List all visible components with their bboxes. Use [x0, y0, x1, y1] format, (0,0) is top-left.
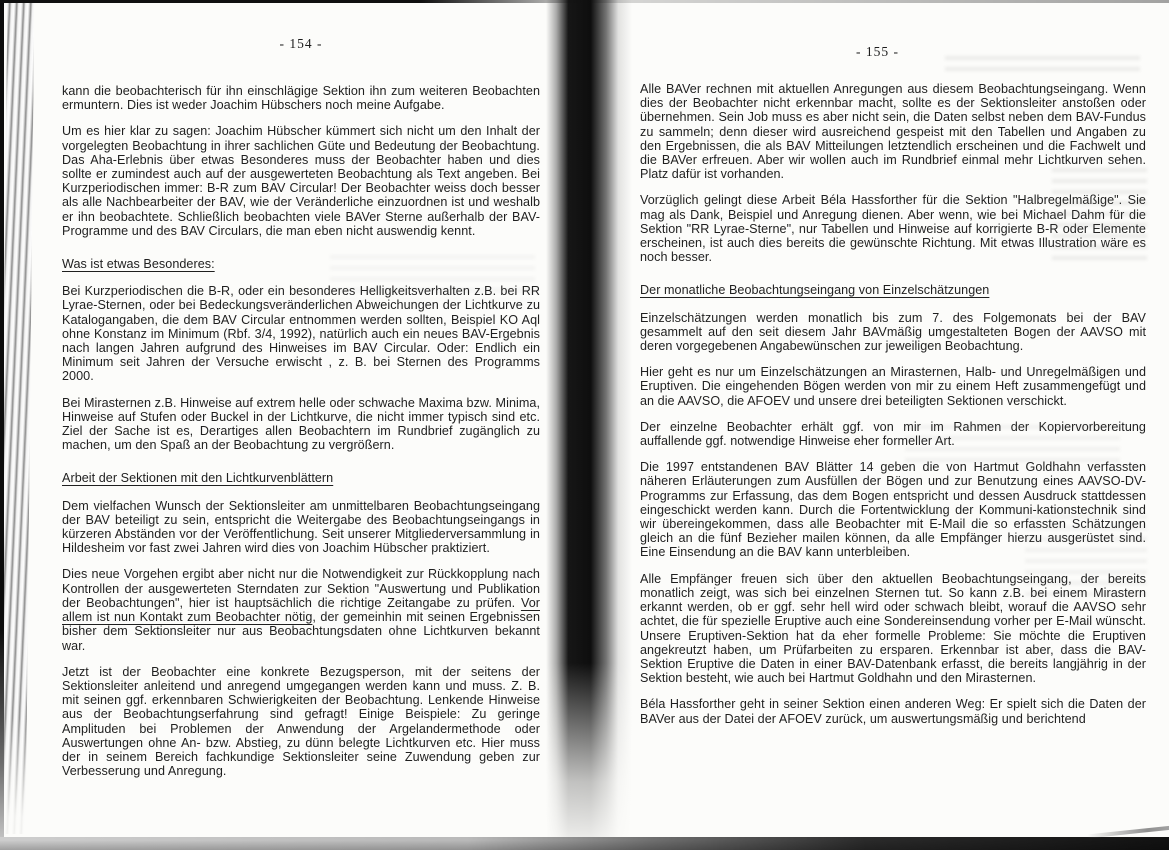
section-heading: Der monatliche Beobachtungseingang von Einzelschätzungen [640, 283, 990, 298]
body-paragraph: Jetzt ist der Beobachter eine konkrete Bezugsperson, mit der seitens der Sektionsleiter anleitend und anregend umgegangen werden kann und muss. Z. B. mit seinen ggf. erkennbaren Schwierigkeiten der Beobachtung. Lenkende Hinweise aus der Beobachtungserfahrung sind gefragt! Einige Beispiele: Zu geringe Amplituden bei Problemen der Anwendung der Argelandermethode oder Auswertungen ohne An- bzw. Abstieg, zu dünn belegte Lichtkurven etc. Hier muss der in seinem Bereich fachkundige Sektionsleiter seine Zuwendung geben zur Verbesserung und Anregung. [62, 664, 540, 779]
page-number-right: - 155 - [856, 44, 899, 59]
section-heading: Arbeit der Sektionen mit den Lichtkurvenblättern [62, 471, 334, 486]
body-paragraph: Dem vielfachen Wunsch der Sektionsleiter am unmittelbaren Beobachtungseingang der BAV beteiligt zu sein, entspricht die Weitergabe des Beobachtungseingangs in kürzeren Abständen vor der Veröffentlichung. Seit unserer Mitgliederversammlung in Hildesheim vor fast zwei Jahren wird dies von Joachim Hübscher praktiziert. [62, 498, 540, 556]
body-paragraph: Bei Kurzperiodischen die B-R, oder ein besonderes Helligkeitsverhalten z.B. bei RR Lyrae-Sternen, oder bei Bedeckungsveränderlichen Abweichungen der Lichtkurve zu Katalogangaben, die dem BAV Circular entnommen werden sollten, Beispiel KO Aql ohne Konstanz im Minimum (Rbf. 3/4, 1992), natürlich auch ein neues BAV-Ergebnis nach langen Jahren aufgrund des Hinweises im BAV Circular. Oder: Endlich ein Minimum seit Jahren der Versuche erwischt , z. B. bei Sternen des Programms 2000. [62, 284, 540, 384]
scan-edge-top [0, 0, 1169, 3]
body-paragraph: Alle Empfänger freuen sich über den aktuellen Beobachtungseingang, der bereits monatlich zeigt, was sich bei einzelnen Sternen tut. So kann z.B. bei einem Mirastern erkannt werden, ob er ggf. sehr hell wird oder schwach bleibt, worauf die AAVSO sehr achtet, die für spezielle Eruptive auch eine Sondereinsendung vorher per E-Mail wünscht. Unsere Eruptiven-Sektion hat da eher formelle Probleme: Sie möchte die Eruptiven angekreutzt haben, um Prüfarbeiten zu ersparen. Erkennbar ist aber, dass die BAV-Sektion Eruptive die Daten in einer BAV-Datenbank erfasst, die bereits langjährig in der Sektion besteht, wie auch bei Hartmut Goldhahn und den Mirasternen. [640, 571, 1146, 686]
scan-edge-left [0, 0, 4, 850]
body-paragraph: Alle BAVer rechnen mit aktuellen Anregungen aus diesem Beobachtungseingang. Wenn dies der Beobachter nicht erkennbar macht, sollte es der Sektionsleiter anstoßen oder übernehmen. Sein Job muss es aber nicht sein, die Daten selbst neben dem BAV-Fundus zu sammeln; denn dieser wird ausreichend gespeist mit den Tabellen und Angaben zu den Ergebnissen, die als BAV Mitteilungen letztendlich erscheinen und die Fachwelt und die BAVer erfreuen. Aber wir wollen auch im Rundbrief einmal mehr Lichtkurven sehen. Platz dafür ist vorhanden. [640, 82, 1146, 182]
body-paragraph: Um es hier klar zu sagen: Joachim Hübscher kümmert sich nicht um den Inhalt der vorgelegten Beobachtung in ihrer sachlichen Güte und Bedeutung der Beobachtung. Das Aha-Erlebnis über etwas Besonderes muss der Beobachter haben und dies sollte er zumindest auch auf der ausgewerteten Beobachtung als Text angeben. Bei Kurzperiodischen immer: B-R zum BAV Circular! Der Beobachter weiss doch besser als alle Nachbearbeiter der BAV, wie der Veränderliche einzuordnen ist und weshalb er ihn beobachtete. Schließlich beobachten viele BAVer Sterne außerhalb der BAV-Programme und des BAV Circulars, die man eben nicht auswendig kennt. [62, 124, 540, 238]
body-paragraph: Vorzüglich gelingt diese Arbeit Béla Hassforther für die Sektion "Halbregelmäßige". Sie mag als Dank, Beispiel und Anregung dienen. Aber wenn, wie bei Michael Dahm für die Sektion "RR Lyrae-Sterne", nur Tabellen und Hinweise auf korrigierte B-R oder Elemente erscheinen, ist auch dies bereits die gewünschte Richtung. Mit etwas Illustration wäre es noch besser. [640, 193, 1146, 265]
section-heading: Was ist etwas Besonderes: [62, 257, 215, 272]
body-paragraph: Hier geht es nur um Einzelschätzungen an Mirasternen, Halb- und Unregelmäßigen und Eruptiven. Die eingehenden Bögen werden von mir zu einem Heft zusammengefügt und an die AAVSO, die AFOEV und unsere drei beteiligten Sektionen verschickt. [640, 365, 1146, 408]
page-155-text [640, 82, 1146, 738]
book-spine-shadow [546, 0, 632, 850]
page-number-left: - 154 - [279, 36, 323, 51]
body-paragraph: Der einzelne Beobachter erhält ggf. von mir im Rahmen der Kopiervorbereitung auffallende ggf. notwendige Hinweise eher formeller Art. [640, 419, 1146, 449]
body-paragraph: kann die beobachterisch für ihn einschlägige Sektion ihn zum weiteren Beobachten ermuntern. Dies ist weder Joachim Hübschers noch meine Aufgabe. [62, 84, 540, 113]
body-paragraph: Dies neue Vorgehen ergibt aber nicht nur die Notwendigkeit zur Rückkopplung nach Kontrollen der ausgewerteten Sterndaten zur Sektion "Auswertung und Publikation der Beobachtungen", hier ist hauptsächlich die richtige Zeitangabe zu prüfen. Vor allem ist nun Kontakt zum Beobachter nötig, der gemeinhin mit seinen Ergebnissen bisher dem Sektionsleiter nur aus Beobachtungsdaten ohne Lichtkurven bekannt war. [62, 567, 541, 653]
body-paragraph: Einzelschätzungen werden monatlich bis zum 7. des Folgemonats bei der BAV gesammelt auf den seit diesem Jahr BAVmäßig umgestalteten Bogen der AAVSO mit deren vorgegebenen Angabewünschen zur jeweiligen Beobachtung. [640, 310, 1146, 354]
body-paragraph: Béla Hassforther geht in seiner Sektion einen anderen Weg: Er spielt sich die Daten der BAVer aus der Datei der AFOEV zurück, um auswertungsmäßig und berichtend [640, 697, 1146, 726]
scan-edge-bottom [0, 837, 1169, 850]
body-paragraph: Bei Mirasternen z.B. Hinweise auf extrem helle oder schwache Maxima bzw. Minima, Hinweise auf Stufen oder Buckel in der Lichtkurve, die nicht immer typisch sind etc. Ziel der Sache ist es, Derartiges allen Beobachtern im Rundbrief zugänglich zu machen, um den Spaß an der Beobachtung zu vergrößern. [62, 395, 540, 453]
body-paragraph: Die 1997 entstandenen BAV Blätter 14 geben die von Hartmut Goldhahn verfassten näheren Erläuterungen zum Ausfüllen der Bögen und zur Benutzung eines AAVSO-DV-Programms zur Erfassung, das dem Bogen entspricht und dessen Ausdruck stattdessen eingeschickt werden kann. Durch die Fortentwicklung der Kommuni-kationstechnik sind wir übereingekommen, dass alle Beobachter mit E-Mail die so erfassten Schätzungen gleich an die fünf Bezieher mailen können, da alle Empfänger hierzu ausgerüstet sind. Eine Einsendung an die BAV kann unterbleiben. [640, 460, 1146, 560]
page-154-text [62, 84, 540, 790]
page-edges-left [0, 0, 34, 834]
